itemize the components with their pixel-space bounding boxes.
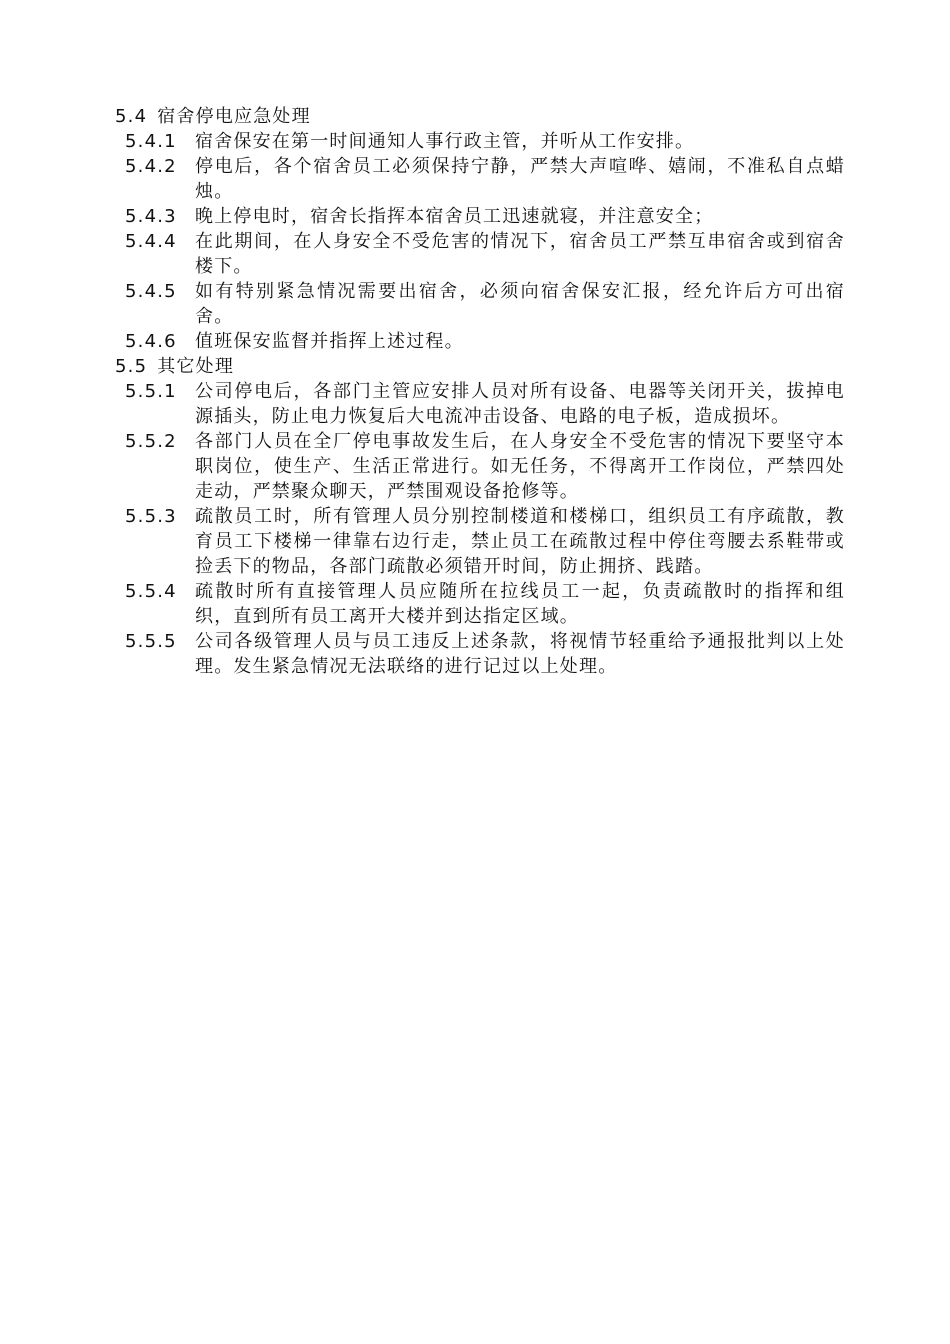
clause-number: 5.4.2 [125, 156, 177, 177]
clause-number: 5.5.3 [125, 506, 177, 527]
section-number: 5.4 [115, 106, 148, 127]
section-heading [115, 354, 845, 379]
clause-5-4-5 [115, 279, 845, 329]
clause-number: 5.4.3 [125, 206, 177, 227]
clause-5-4-1 [115, 129, 845, 154]
clause-5-5-5 [115, 629, 845, 679]
document-body [115, 104, 845, 679]
clause-number: 5.4.5 [125, 281, 177, 302]
clause-text: 值班保安监督并指挥上述过程。 [195, 331, 464, 352]
clause-number: 5.4.6 [125, 331, 177, 352]
clause-5-5-3 [115, 504, 845, 579]
clause-5-4-3 [115, 204, 845, 229]
clause-text: 公司停电后，各部门主管应安排人员对所有设备、电器等关闭开关，拔掉电源插头，防止电力恢复后大电流冲击设备、电路的电子板，造成损坏。 [195, 381, 845, 427]
clause-text: 公司各级管理人员与员工违反上述条款，将视情节轻重给予通报批判以上处理。发生紧急情况无法联络的进行记过以上处理。 [195, 631, 845, 677]
section-title: 其它处理 [157, 356, 235, 377]
clause-text: 停电后，各个宿舍员工必须保持宁静，严禁大声喧哗、嬉闹，不准私自点蜡烛。 [195, 156, 845, 202]
clause-number: 5.5.4 [125, 581, 177, 602]
clause-5-4-2 [115, 154, 845, 204]
clause-number: 5.5.5 [125, 631, 177, 652]
clause-5-5-4 [115, 579, 845, 629]
section-number: 5.5 [115, 356, 148, 377]
clause-text: 疏散员工时，所有管理人员分别控制楼道和楼梯口，组织员工有序疏散，教育员工下楼梯一律靠右边行走，禁止员工在疏散过程中停住弯腰去系鞋带或捡丢下的物品，各部门疏散必须错开时间，防止拥挤、践踏。 [195, 506, 845, 577]
section-5-4 [115, 104, 845, 354]
clause-text: 各部门人员在全厂停电事故发生后，在人身安全不受危害的情况下要坚守本职岗位，使生产、生活正常进行。如无任务，不得离开工作岗位，严禁四处走动，严禁聚众聊天，严禁围观设备抢修等。 [195, 431, 845, 502]
clause-5-5-1 [115, 379, 845, 429]
section-heading [115, 104, 845, 129]
clause-number: 5.5.1 [125, 381, 177, 402]
clause-text: 疏散时所有直接管理人员应随所在拉线员工一起，负责疏散时的指挥和组织，直到所有员工离开大楼并到达指定区域。 [195, 581, 845, 627]
clause-text: 宿舍保安在第一时间通知人事行政主管，并听从工作安排。 [195, 131, 695, 152]
clause-5-4-6 [115, 329, 845, 354]
clause-number: 5.4.4 [125, 231, 177, 252]
section-5-5 [115, 354, 845, 679]
section-title: 宿舍停电应急处理 [157, 106, 311, 127]
clause-5-4-4 [115, 229, 845, 279]
clause-5-5-2 [115, 429, 845, 504]
clause-text: 在此期间，在人身安全不受危害的情况下，宿舍员工严禁互串宿舍或到宿舍楼下。 [195, 231, 845, 277]
clause-number: 5.4.1 [125, 131, 177, 152]
clause-number: 5.5.2 [125, 431, 177, 452]
clause-text: 如有特别紧急情况需要出宿舍，必须向宿舍保安汇报，经允许后方可出宿舍。 [195, 281, 845, 327]
clause-text: 晚上停电时，宿舍长指挥本宿舍员工迅速就寝，并注意安全； [195, 206, 714, 227]
